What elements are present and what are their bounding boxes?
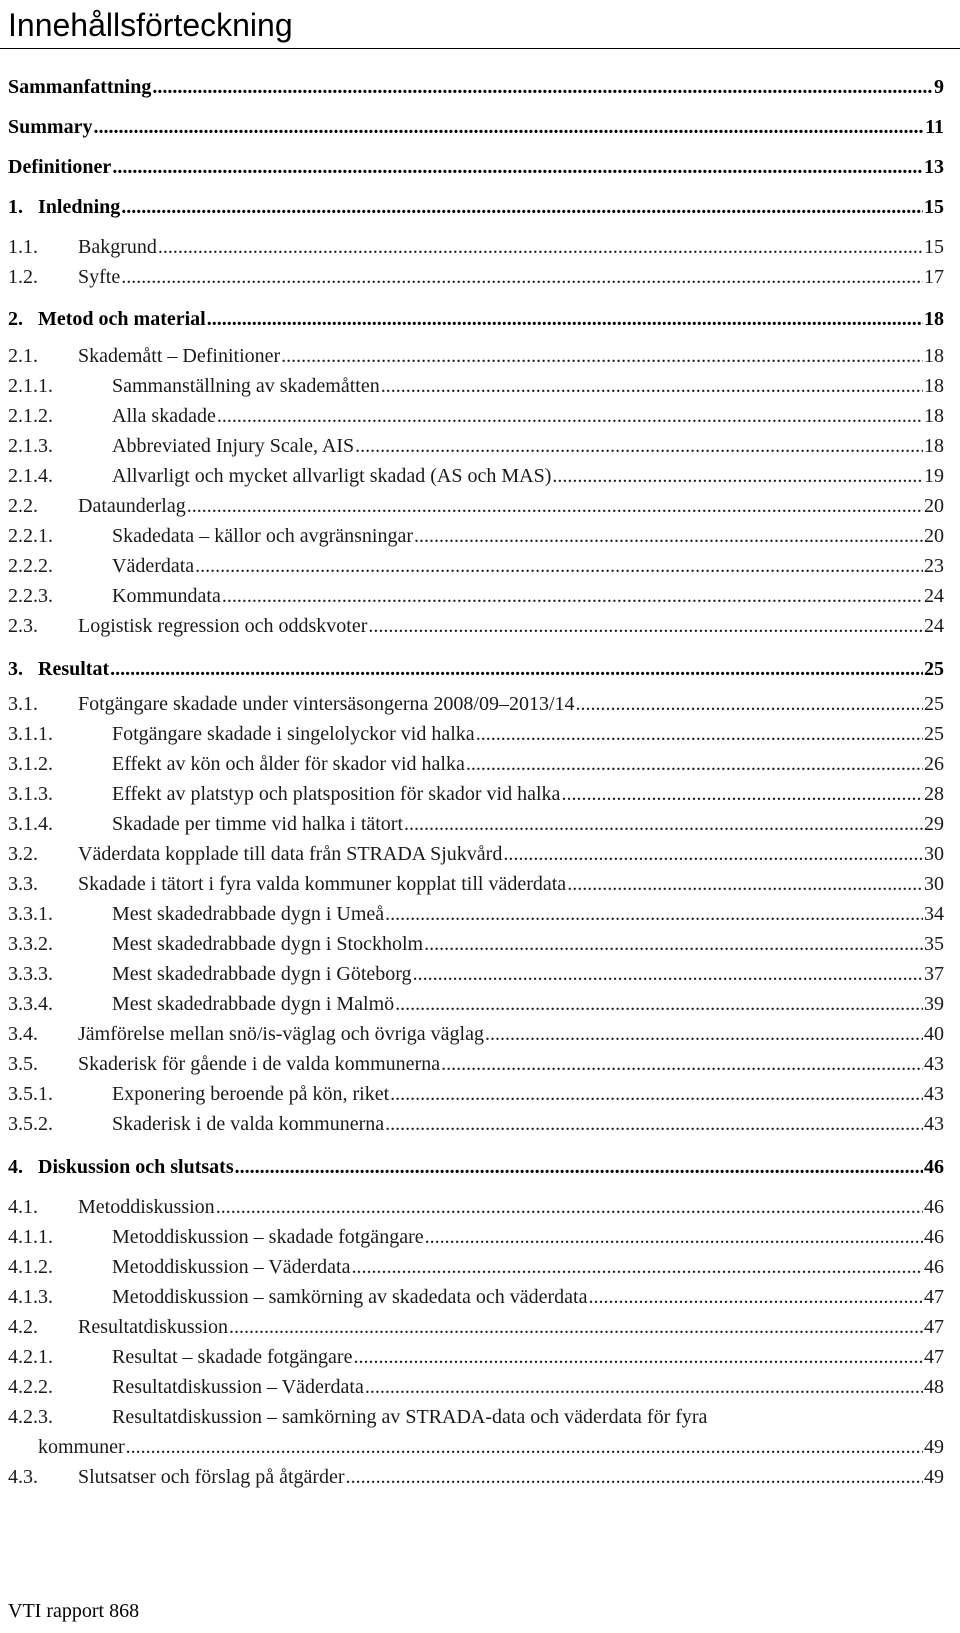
toc-entry-number: 3.1.4. [8, 813, 53, 835]
toc-entry-number: 3.2. [8, 843, 38, 865]
toc-entry-number: 3.1.3. [8, 783, 53, 805]
toc-entry-title: Metoddiskussion – Väderdata [112, 1256, 351, 1278]
toc-entry-number: 3.3. [8, 873, 38, 895]
toc-dot-leader [385, 901, 923, 927]
toc-entry[interactable] [8, 991, 944, 1017]
toc-entry[interactable] [8, 74, 944, 100]
toc-entry[interactable] [8, 234, 944, 260]
toc-entry-page: 43 [924, 1053, 944, 1075]
toc-entry-page: 30 [924, 873, 944, 895]
toc-entry-title: Resultat – skadade fotgängare [112, 1346, 353, 1368]
toc-entry-title: Resultatdiskussion – Väderdata [112, 1376, 364, 1398]
toc-entry[interactable] [8, 403, 944, 429]
toc-entry-title: Metoddiskussion – samkörning av skadedata och väderdata [112, 1286, 588, 1308]
toc-entry-page: 35 [924, 933, 944, 955]
toc-dot-leader [195, 553, 923, 579]
toc-entry-page: 18 [924, 405, 944, 427]
toc-dot-leader [404, 811, 923, 837]
toc-entry[interactable] [8, 1154, 944, 1180]
toc-entry[interactable] [8, 264, 944, 290]
toc-entry-number: 2.1.3. [8, 435, 53, 457]
toc-dot-leader [576, 691, 923, 717]
toc-entry-title: Väderdata kopplade till data från STRADA Sjukvård [78, 843, 503, 865]
toc-entry-number: 3.3.4. [8, 993, 53, 1015]
toc-entry-page: 18 [924, 375, 944, 397]
toc-entry[interactable] [8, 931, 944, 957]
toc-entry-title: Inledning [38, 196, 121, 218]
toc-entry-page: 30 [924, 843, 944, 865]
toc-dot-leader [207, 306, 923, 332]
toc-dot-leader [222, 583, 923, 609]
toc-entry-title: Sammanställning av skademåtten [112, 375, 380, 397]
toc-entry[interactable] [8, 523, 944, 549]
toc-entry-title: Fotgängare skadade under vintersäsongerna 2008/09–2013/14 [78, 693, 575, 715]
toc-dot-leader [485, 1021, 923, 1047]
toc-entry[interactable] [8, 154, 944, 180]
toc-entry-number: 4.1.3. [8, 1286, 53, 1308]
toc-entry-number: 3.5. [8, 1053, 38, 1075]
toc-dot-leader [126, 1434, 923, 1460]
toc-entry-title: Exponering beroende på kön, riket [112, 1083, 390, 1105]
toc-dot-leader [365, 1374, 923, 1400]
toc-entry[interactable] [8, 433, 944, 459]
toc-entry-title: Resultat [38, 658, 110, 680]
toc-entry-number: 4.3. [8, 1466, 38, 1488]
toc-entry[interactable] [8, 1194, 944, 1220]
toc-entry-title: Allvarligt och mycket allvarligt skadad (AS och MAS) [112, 465, 552, 487]
toc-dot-leader [187, 493, 923, 519]
toc-entry[interactable] [8, 613, 944, 639]
toc-entry-number: 3.3.2. [8, 933, 53, 955]
toc-entry-page: 37 [924, 963, 944, 985]
toc-entry-page: 46 [924, 1196, 944, 1218]
toc-entry-page: 11 [925, 116, 944, 138]
toc-entry-page: 49 [924, 1436, 944, 1458]
toc-entry[interactable] [8, 1111, 944, 1137]
toc-entry-number: 3.5.2. [8, 1113, 53, 1135]
toc-entry-page: 18 [924, 308, 944, 330]
toc-entry[interactable] [8, 841, 944, 867]
toc-entry-page: 24 [924, 585, 944, 607]
toc-entry[interactable] [8, 691, 944, 717]
toc-dot-leader [567, 871, 923, 897]
toc-entry[interactable] [8, 306, 944, 332]
toc-entry-number: 3.3.3. [8, 963, 53, 985]
toc-entry-page: 23 [924, 555, 944, 577]
toc-dot-leader [355, 433, 923, 459]
toc-entry-number: 2. [8, 308, 23, 330]
toc-entry-number: 4.1. [8, 1196, 38, 1218]
toc-entry-number: 4.2.3. [8, 1406, 53, 1428]
toc-dot-leader [216, 1194, 923, 1220]
toc-entry-number: 3.5.1. [8, 1083, 53, 1105]
toc-entry-title: Kommundata [112, 585, 221, 607]
toc-entry[interactable] [8, 463, 944, 489]
toc-entry[interactable] [8, 1224, 944, 1250]
toc-entry-page: 46 [924, 1256, 944, 1278]
toc-entry-number: 4. [8, 1156, 23, 1178]
footer-report-number: VTI rapport 868 [8, 1600, 140, 1622]
toc-entry-title: Skadade per timme vid halka i tätort [112, 813, 404, 835]
toc-entry-page: 15 [924, 236, 944, 258]
toc-dot-leader [152, 74, 933, 100]
toc-entry-number: 3. [8, 658, 23, 680]
toc-entry-number: 3.1.2. [8, 753, 53, 775]
toc-entry[interactable] [8, 1464, 944, 1490]
toc-dot-leader [561, 781, 923, 807]
toc-entry-page: 18 [924, 435, 944, 457]
toc-entry-number: 2.1.1. [8, 375, 53, 397]
toc-entry-title: Effekt av kön och ålder för skador vid halka [112, 753, 465, 775]
toc-entry-number: 3.1.1. [8, 723, 53, 745]
toc-entry-page: 13 [924, 156, 944, 178]
toc-dot-leader [121, 264, 923, 290]
toc-entry[interactable] [8, 583, 944, 609]
toc-entry[interactable] [8, 493, 944, 519]
toc-dot-leader [588, 1284, 923, 1310]
toc-entry-page: 47 [924, 1316, 944, 1338]
toc-dot-leader [503, 841, 923, 867]
toc-entry-number: 4.2.1. [8, 1346, 53, 1368]
toc-entry-title: Dataunderlag [78, 495, 186, 517]
toc-dot-leader [424, 931, 923, 957]
toc-entry-continuation[interactable] [38, 1434, 944, 1460]
toc-entry-title: Metod och material [38, 308, 206, 330]
toc-entry-page: 18 [924, 345, 944, 367]
toc-dot-leader [229, 1314, 923, 1340]
toc-dot-leader [381, 373, 923, 399]
toc-entry-title: Sammanfattning [8, 76, 152, 98]
toc-entry-number: 1.2. [8, 266, 38, 288]
toc-entry-page: 28 [924, 783, 944, 805]
toc-entry[interactable] [8, 1284, 944, 1310]
toc-entry-title-continued: kommuner [38, 1436, 125, 1458]
toc-dot-leader [385, 1111, 923, 1137]
toc-entry-title: Syfte [78, 266, 121, 288]
page-title: Innehållsförteckning [8, 7, 293, 43]
toc-entry-number: 2.2.3. [8, 585, 53, 607]
toc-entry-page: 34 [924, 903, 944, 925]
toc-dot-leader [353, 1344, 923, 1370]
toc-dot-leader [110, 656, 923, 682]
toc-entry-page: 48 [924, 1376, 944, 1398]
toc-dot-leader [121, 194, 923, 220]
toc-entry[interactable] [8, 1344, 944, 1370]
toc-entry-number: 4.1.2. [8, 1256, 53, 1278]
toc-entry[interactable] [8, 1314, 944, 1340]
toc-entry-page: 47 [924, 1346, 944, 1368]
toc-entry-page: 40 [924, 1023, 944, 1045]
toc-entry-title: Mest skadedrabbade dygn i Umeå [112, 903, 385, 925]
toc-entry-page: 29 [924, 813, 944, 835]
toc-entry[interactable] [8, 194, 944, 220]
toc-entry-title: Summary [8, 116, 93, 138]
toc-dot-leader [390, 1081, 923, 1107]
toc-entry[interactable] [8, 553, 944, 579]
toc-entry-number: 4.1.1. [8, 1226, 53, 1248]
toc-entry-number: 3.1. [8, 693, 38, 715]
toc-entry[interactable] [8, 343, 944, 369]
toc-entry-number: 4.2.2. [8, 1376, 53, 1398]
toc-dot-leader [476, 721, 923, 747]
toc-dot-leader [441, 1051, 923, 1077]
toc-dot-leader [413, 961, 923, 987]
toc-entry-title: Logistisk regression och oddskvoter [78, 615, 368, 637]
toc-entry[interactable] [8, 811, 944, 837]
toc-entry-page: 43 [924, 1113, 944, 1135]
toc-entry-number: 4.2. [8, 1316, 38, 1338]
toc-entry-number: 2.3. [8, 615, 38, 637]
toc-entry-title: Mest skadedrabbade dygn i Göteborg [112, 963, 412, 985]
toc-entry-title: Resultatdiskussion – samkörning av STRADA-data och väderdata för fyra [112, 1406, 708, 1428]
toc-entry-title: Skadedata – källor och avgränsningar [112, 525, 414, 547]
toc-entry-title: Skadade i tätort i fyra valda kommuner kopplat till väderdata [78, 873, 567, 895]
toc-entry-title: Slutsatser och förslag på åtgärder [78, 1466, 345, 1488]
toc-entry-page: 25 [924, 658, 944, 680]
toc-dot-leader [368, 613, 923, 639]
toc-dot-leader [552, 463, 923, 489]
toc-entry-title: Diskussion och slutsats [38, 1156, 234, 1178]
toc-dot-leader [346, 1464, 923, 1490]
toc-entry[interactable] [8, 781, 944, 807]
toc-entry-number: 1.1. [8, 236, 38, 258]
toc-entry-page: 39 [924, 993, 944, 1015]
toc-entry-title: Mest skadedrabbade dygn i Stockholm [112, 933, 424, 955]
toc-entry[interactable] [8, 1404, 944, 1430]
toc-entry-title: Resultatdiskussion [78, 1316, 229, 1338]
toc-entry-number: 3.3.1. [8, 903, 53, 925]
toc-entry-title: Skaderisk för gående i de valda kommunerna [78, 1053, 441, 1075]
toc-entry-title: Jämförelse mellan snö/is-väglag och övriga väglag [78, 1023, 484, 1045]
toc-entry-page: 26 [924, 753, 944, 775]
toc-entry[interactable] [8, 1374, 944, 1400]
toc-entry[interactable] [8, 1021, 944, 1047]
toc-entry-page: 46 [924, 1156, 944, 1178]
toc-entry-title: Definitioner [8, 156, 112, 178]
toc-entry-page: 17 [924, 266, 944, 288]
toc-entry-page: 15 [924, 196, 944, 218]
toc-dot-leader [281, 343, 923, 369]
toc-dot-leader [414, 523, 923, 549]
toc-entry-title: Skaderisk i de valda kommunerna [112, 1113, 385, 1135]
toc-entry[interactable] [8, 656, 944, 682]
toc-dot-leader [93, 114, 924, 140]
toc-entry[interactable] [8, 961, 944, 987]
toc-entry-number: 1. [8, 196, 23, 218]
toc-dot-leader [112, 154, 923, 180]
toc-dot-leader [352, 1254, 924, 1280]
toc-entry[interactable] [8, 373, 944, 399]
toc-entry-number: 2.2. [8, 495, 38, 517]
toc-entry-page: 20 [924, 525, 944, 547]
toc-entry-number: 2.2.1. [8, 525, 53, 547]
toc-entry-page: 20 [924, 495, 944, 517]
toc-dot-leader [425, 1224, 923, 1250]
toc-entry-page: 46 [924, 1226, 944, 1248]
toc-entry-number: 3.4. [8, 1023, 38, 1045]
toc-entry-number: 2.2.2. [8, 555, 53, 577]
toc-entry[interactable] [8, 1051, 944, 1077]
toc-entry[interactable] [8, 1254, 944, 1280]
toc-entry-title: Fotgängare skadade i singelolyckor vid halka [112, 723, 475, 745]
toc-entry[interactable] [8, 751, 944, 777]
toc-entry-title: Skademått – Definitioner [78, 345, 281, 367]
toc-entry-title: Mest skadedrabbade dygn i Malmö [112, 993, 395, 1015]
toc-entry-page: 19 [924, 465, 944, 487]
toc-dot-leader [217, 403, 923, 429]
toc-entry-title: Metoddiskussion [78, 1196, 215, 1218]
toc-dot-leader [235, 1154, 923, 1180]
toc-entry[interactable] [8, 901, 944, 927]
toc-entry-number: 2.1.2. [8, 405, 53, 427]
toc-entry-title: Effekt av platstyp och platsposition för skador vid halka [112, 783, 561, 805]
toc-entry[interactable] [8, 1081, 944, 1107]
toc-entry-title: Väderdata [112, 555, 195, 577]
toc-entry-title: Alla skadade [112, 405, 216, 427]
toc-entry-page: 47 [924, 1286, 944, 1308]
toc-entry[interactable] [8, 114, 944, 140]
toc-entry-page: 43 [924, 1083, 944, 1105]
toc-dot-leader [466, 751, 923, 777]
toc-entry-page: 9 [934, 76, 944, 98]
toc-entry-number: 2.1. [8, 345, 38, 367]
toc-entry-page: 25 [924, 723, 944, 745]
toc-entry-title: Metoddiskussion – skadade fotgängare [112, 1226, 424, 1248]
toc-dot-leader [158, 234, 923, 260]
toc-entry-page: 24 [924, 615, 944, 637]
toc-entry[interactable] [8, 871, 944, 897]
toc-entry-number: 2.1.4. [8, 465, 53, 487]
toc-entry-title: Bakgrund [78, 236, 157, 258]
toc-entry-page: 49 [924, 1466, 944, 1488]
toc-entry-title: Abbreviated Injury Scale, AIS [112, 435, 355, 457]
toc-entry[interactable] [8, 721, 944, 747]
toc-dot-leader [395, 991, 923, 1017]
toc-entry-page: 25 [924, 693, 944, 715]
